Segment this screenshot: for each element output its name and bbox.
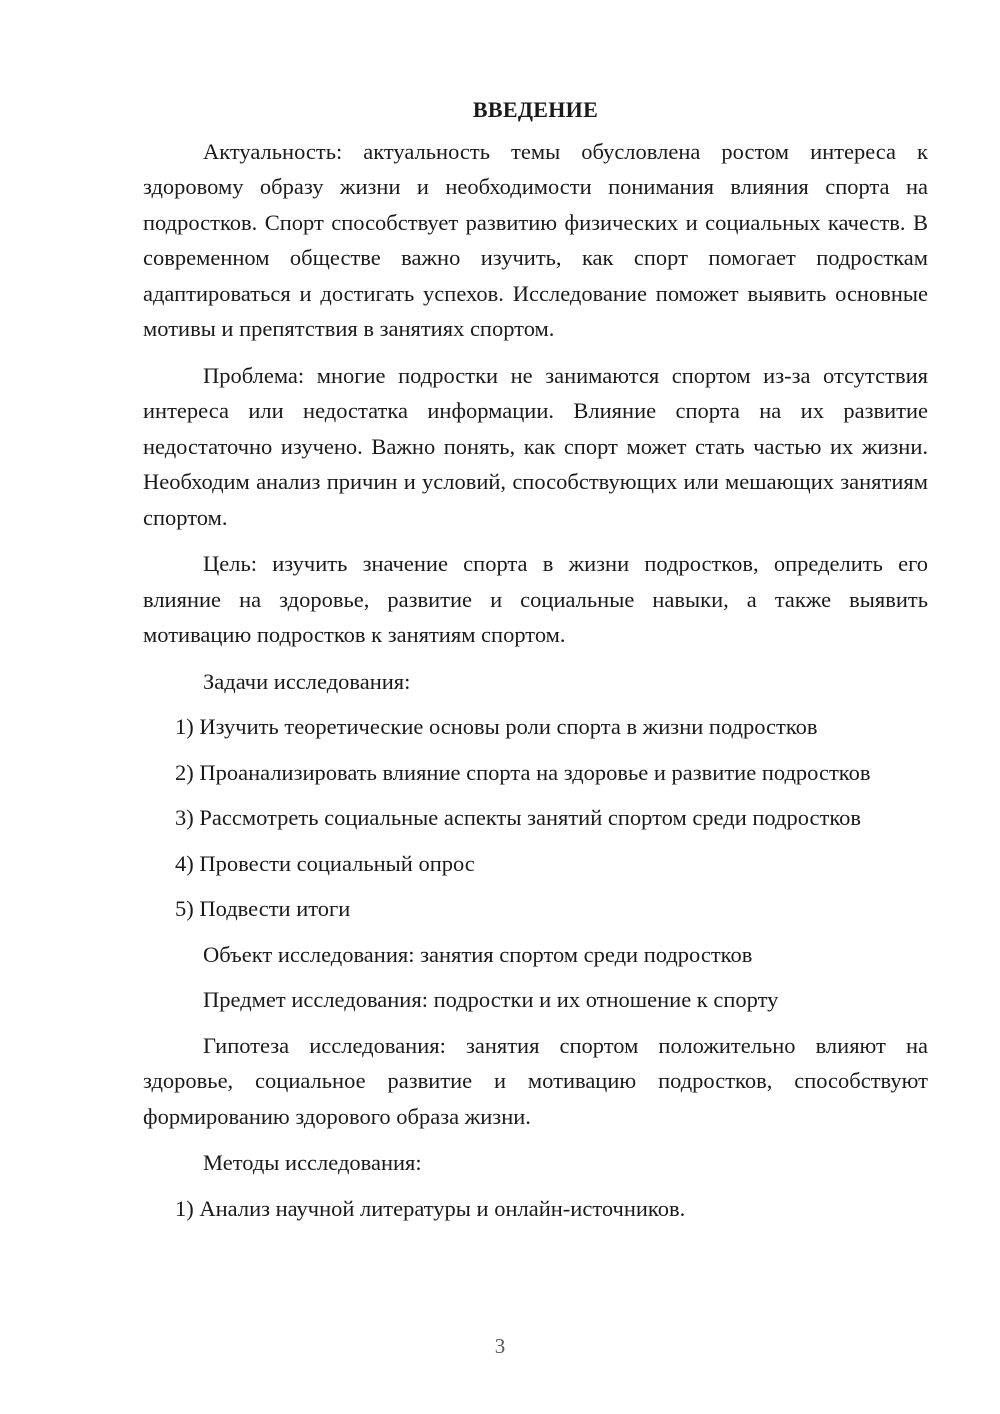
hypothesis-paragraph: Гипотеза исследования: занятия спортом положительно влияют на здоровье, социальное развитие и мотивацию подростков, способствуют формированию здорового образа жизни. [143, 1032, 928, 1129]
goal-paragraph: Цель: изучить значение спорта в жизни подростков, определить его влияние на здоровье, развитие и социальные навыки, а также выявить мотивацию подростков к занятиям спортом. [143, 551, 928, 647]
task-item-4: 4) Провести социальный опрос [175, 850, 475, 876]
document-page [143, 92, 928, 1236]
task-item-5: 5) Подвести итоги [175, 896, 351, 921]
research-subject: Предмет исследования: подростки и их отношение к спорту [203, 987, 779, 1012]
task-item-2: 2) Проанализировать влияние спорта на здоровье и развитие подростков [175, 759, 871, 785]
method-item-1: 1) Анализ научной литературы и онлайн-источников. [175, 1195, 686, 1221]
research-object: Объект исследования: занятия спортом среди подростков [203, 941, 753, 967]
relevance-paragraph: Актуальность: актуальность темы обусловлена ростом интереса к здоровому образу жизни и необходимости понимания влияния спорта на подростков. Спорт способствует развитию физических и социальных качеств. В современном обществе важно изучить, как спорт помогает подросткам адаптироваться и достигать успехов. Исследование поможет выявить основные мотивы и препятствия в занятиях спортом. [143, 138, 928, 341]
section-title: ВВЕДЕНИЕ [472, 97, 599, 122]
problem-paragraph: Проблема: многие подростки не занимаются спортом из-за отсутствия интереса или недостатка информации. Влияние спорта на их развитие недостаточно изучено. Важно понять, как спорт может стать частью их жизни. Необходим анализ причин и условий, способствующих или мешающих занятиям спортом. [143, 362, 928, 530]
methods-heading: Методы исследования: [203, 1150, 422, 1175]
tasks-heading: Задачи исследования: [203, 668, 411, 694]
task-item-1: 1) Изучить теоретические основы роли спорта в жизни подростков [175, 714, 818, 739]
task-item-3: 3) Рассмотреть социальные аспекты занятий спортом среди подростков [175, 805, 861, 830]
page-number: 3 [494, 1334, 506, 1358]
